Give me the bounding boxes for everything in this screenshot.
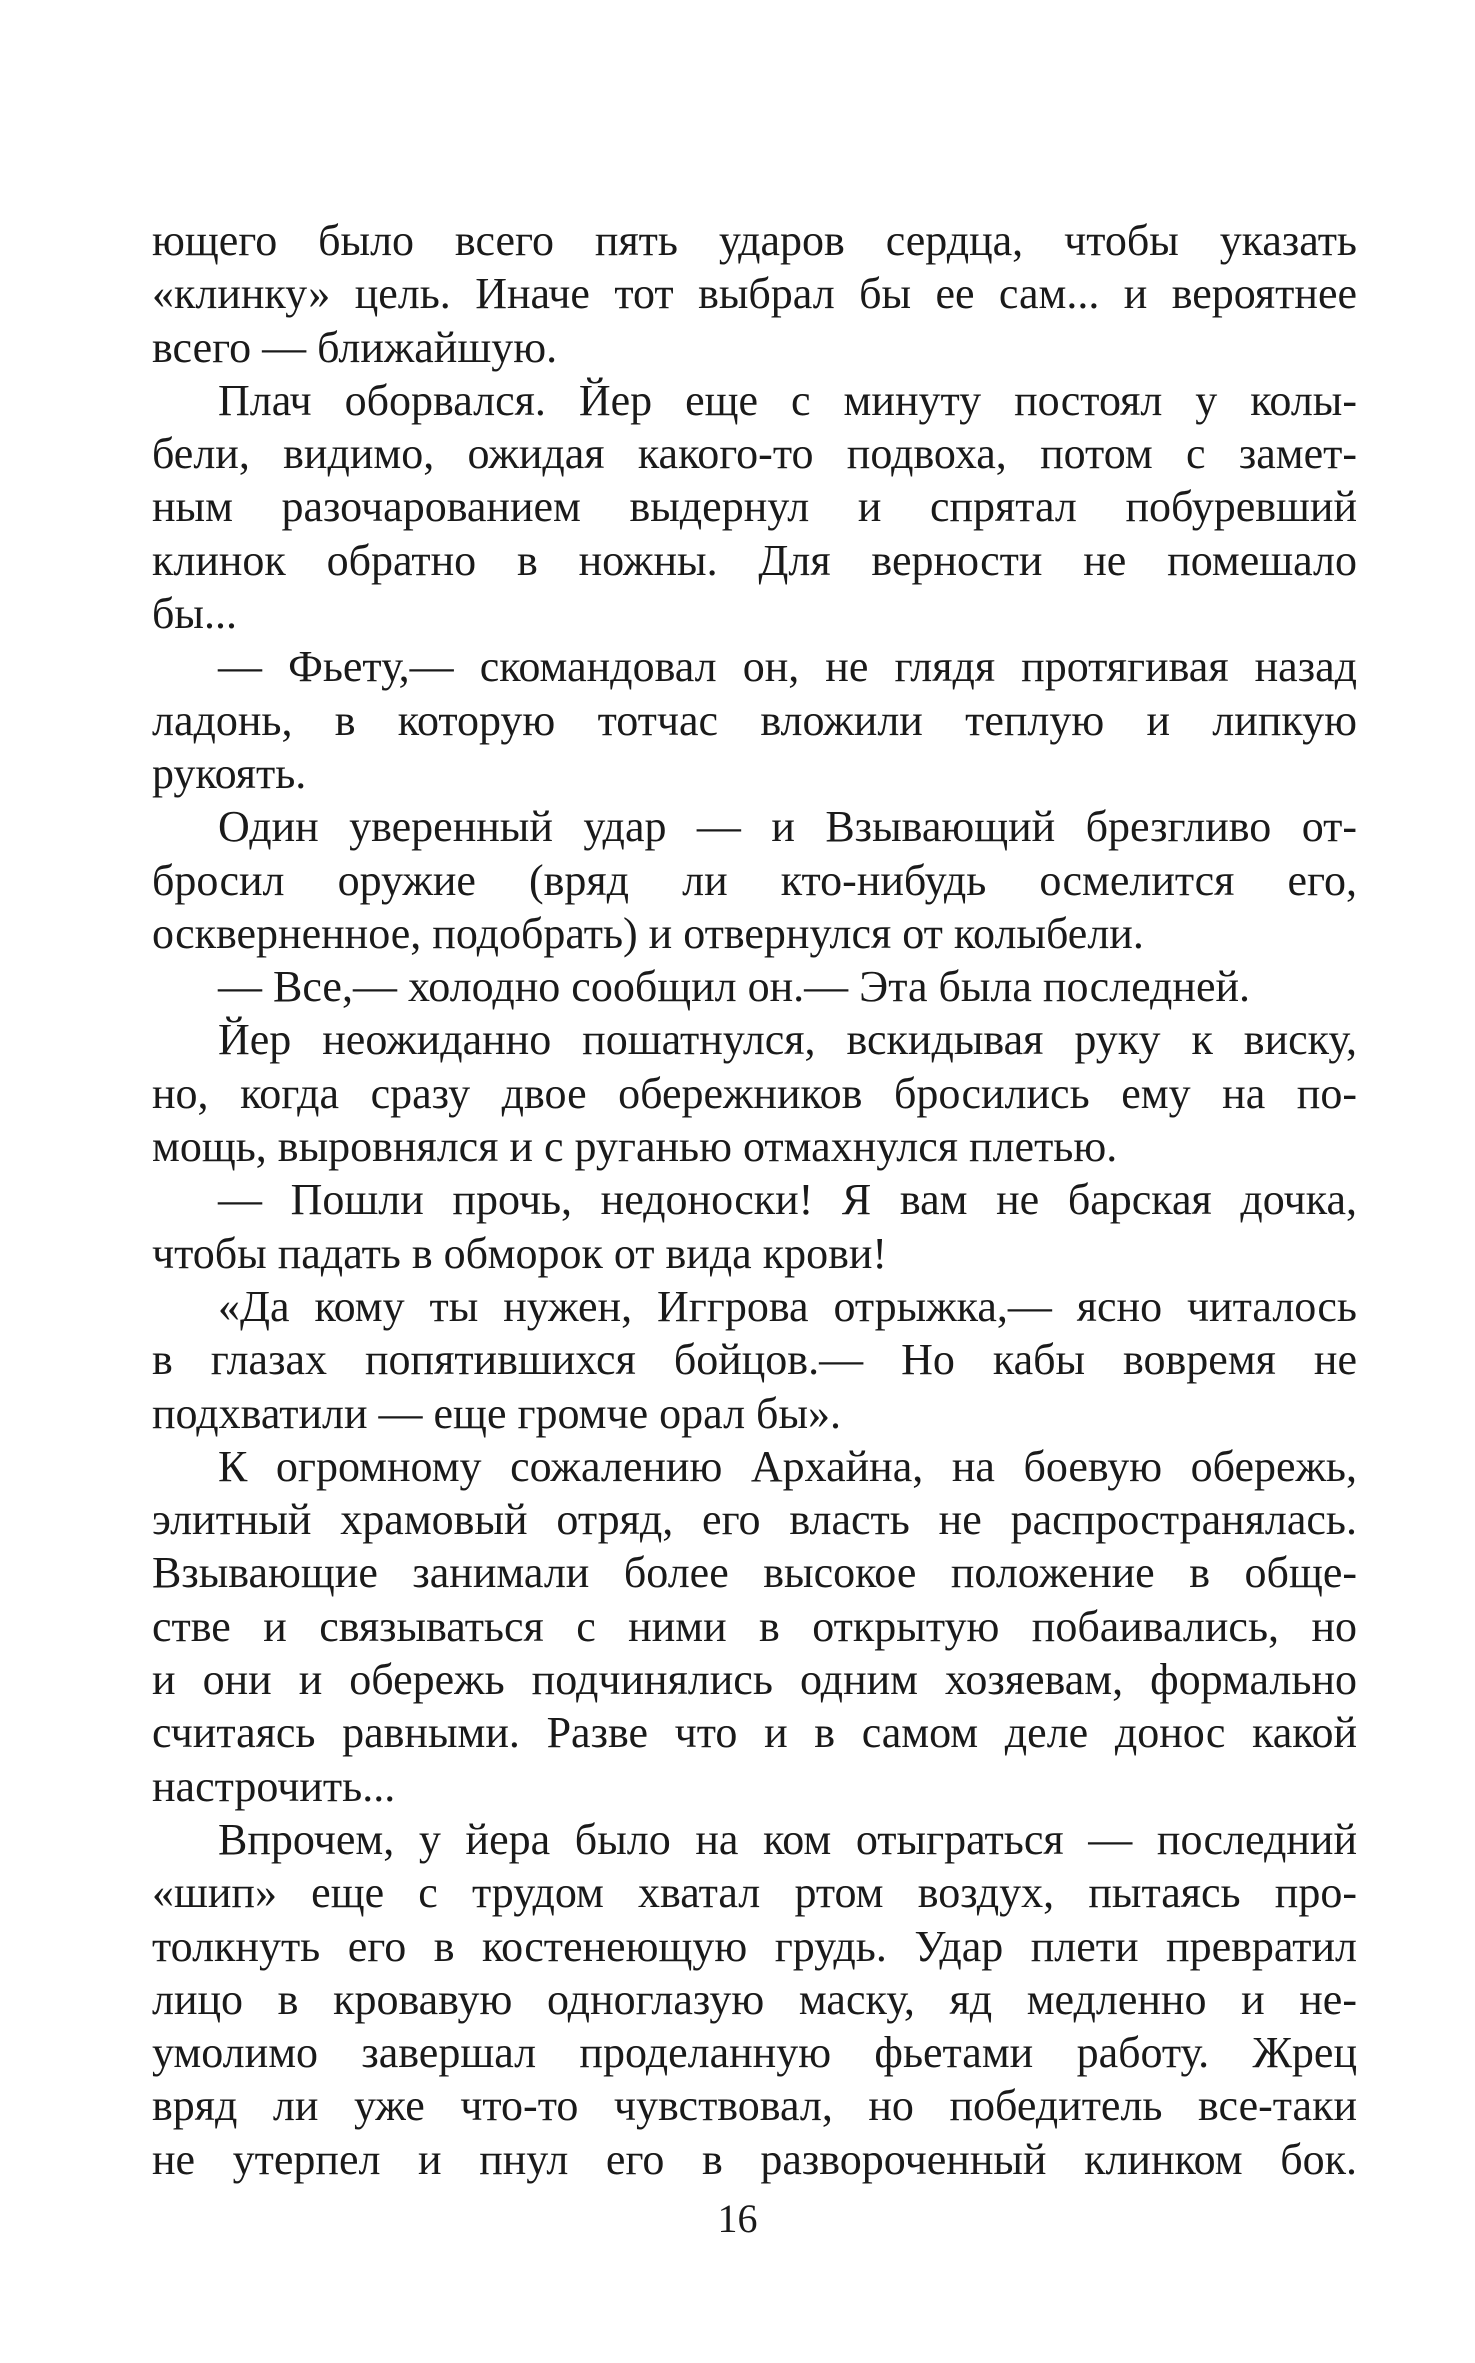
- text-line: Взывающие занимали более высокое положение в обще-: [152, 1548, 1357, 1598]
- text-line: оскверненное, подобрать) и отвернулся от колыбели.: [152, 908, 1144, 958]
- text-line: в глазах попятившихся бойцов.— Но кабы вовремя не: [152, 1335, 1357, 1385]
- text-line: — Пошли прочь, недоноски! Я вам не барская дочка,: [218, 1175, 1357, 1225]
- text-line: мощь, выровнялся и с руганью отмахнулся плетью.: [152, 1122, 1118, 1172]
- text-line: клинок обратно в ножны. Для верности не помешало: [152, 535, 1357, 585]
- text-line: «клинку» цель. Иначе тот выбрал бы ее сам... и вероятнее: [152, 269, 1357, 319]
- page-number: 16: [717, 2196, 758, 2241]
- text-line: ющего было всего пять ударов сердца, чтобы указать: [152, 216, 1357, 265]
- text-line: ладонь, в которую тотчас вложили теплую и липкую: [152, 695, 1357, 745]
- text-line: «шип» еще с трудом хватал ртом воздух, пытаясь про-: [152, 1868, 1357, 1918]
- text-line: элитный храмовый отряд, его власть не распространялась.: [152, 1495, 1357, 1545]
- text-line: К огромному сожалению Архайна, на боевую обережь,: [218, 1441, 1357, 1491]
- text-line: бели, видимо, ожидая какого-то подвоха, потом с замет-: [152, 429, 1357, 479]
- text-line: Плач оборвался. Йер еще с минуту постоял у колы-: [218, 375, 1357, 425]
- text-line: Один уверенный удар — и Взывающий брезгливо от-: [218, 802, 1357, 852]
- text-line: чтобы падать в обморок от вида крови!: [152, 1228, 888, 1278]
- text-line: умолимо завершал проделанную фьетами работу. Жрец: [152, 2028, 1357, 2078]
- text-line: и они и обережь подчинялись одним хозяевам, формально: [152, 1655, 1357, 1705]
- text-line: лицо в кровавую одноглазую маску, яд медленно и не-: [152, 1974, 1357, 2024]
- text-line: стве и связываться с ними в открытую побаивались, но: [152, 1601, 1357, 1651]
- text-line: «Да кому ты нужен, Иггрова отрыжка,— ясно читалось: [218, 1281, 1357, 1331]
- text-line: бросил оружие (вряд ли кто-нибудь осмелится его,: [152, 855, 1357, 905]
- text-line: — Фьету,— скомандовал он, не глядя протягивая назад: [218, 642, 1357, 692]
- text-line: вряд ли уже что-то чувствовал, но победитель все-таки: [152, 2081, 1357, 2131]
- text-line: — Все,— холодно сообщил он.— Эта была последней.: [218, 962, 1251, 1012]
- text-line: подхватили — еще громче орал бы».: [152, 1388, 842, 1438]
- page-body-text: [152, 214, 1357, 2186]
- text-line: считаясь равными. Разве что и в самом деле донос какой: [152, 1708, 1357, 1758]
- text-line: толкнуть его в костенеющую грудь. Удар плети превратил: [152, 1921, 1357, 1971]
- text-line: бы...: [152, 589, 237, 639]
- text-line: не утерпел и пнул его в развороченный клинком бок.: [152, 2134, 1357, 2184]
- text-line: ным разочарованием выдернул и спрятал побуревший: [152, 482, 1357, 532]
- text-line: рукоять.: [152, 748, 307, 798]
- text-line: Впрочем, у йера было на ком отыграться — последний: [218, 1814, 1357, 1864]
- text-line: но, когда сразу двое обережников бросились ему на по-: [152, 1068, 1357, 1118]
- text-line: всего — ближайшую.: [152, 322, 558, 372]
- text-line: Йер неожиданно пошатнулся, вскидывая руку к виску,: [218, 1015, 1357, 1065]
- text-line: настрочить...: [152, 1761, 396, 1811]
